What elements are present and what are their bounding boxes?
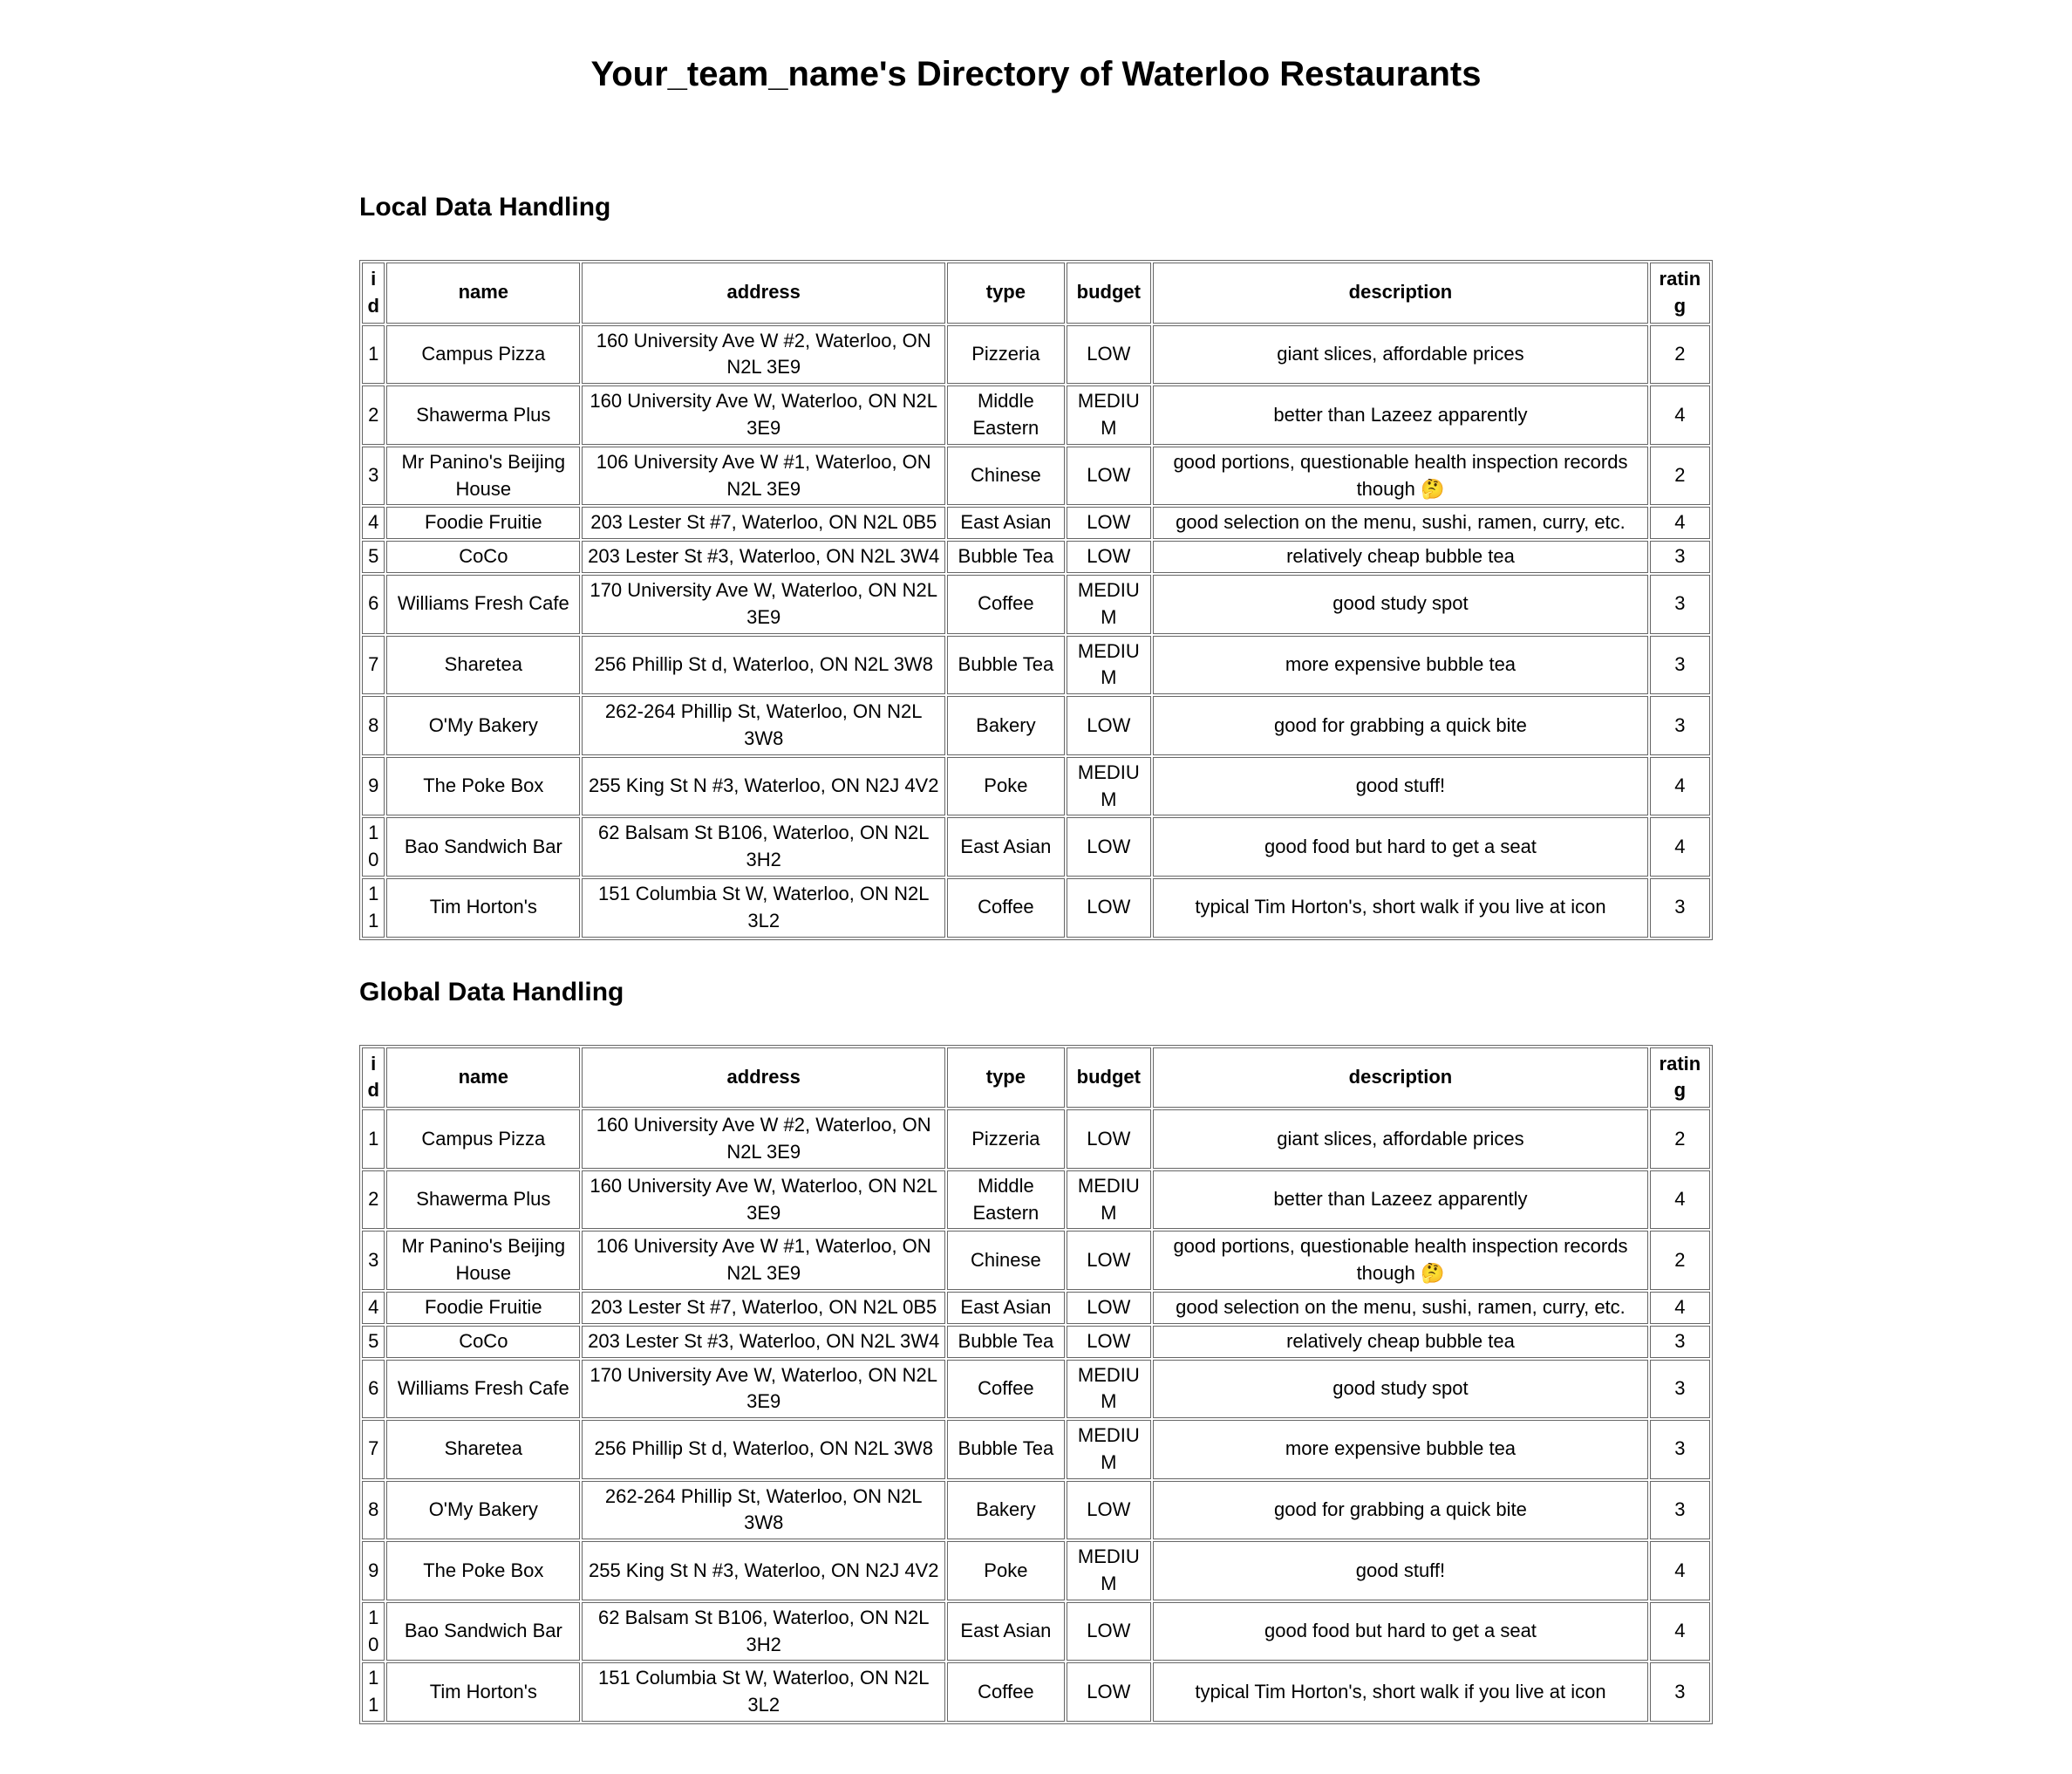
- table-head-local: [362, 263, 1710, 324]
- cell-type: Coffee: [947, 575, 1064, 634]
- column-header-id: id: [362, 1047, 385, 1109]
- cell-description: good stuff!: [1153, 1541, 1648, 1600]
- cell-rating: 3: [1650, 878, 1710, 938]
- cell-address: 160 University Ave W, Waterloo, ON N2L 3E9: [582, 1170, 945, 1230]
- cell-budget: MEDIUM: [1067, 757, 1152, 816]
- cell-type: East Asian: [947, 507, 1064, 539]
- cell-description: good stuff!: [1153, 757, 1648, 816]
- cell-type: Coffee: [947, 1360, 1064, 1419]
- cell-description: good for grabbing a quick bite: [1153, 1481, 1648, 1540]
- cell-name: Tim Horton's: [386, 878, 580, 938]
- cell-address: 256 Phillip St d, Waterloo, ON N2L 3W8: [582, 1420, 945, 1479]
- cell-id: 6: [362, 1360, 385, 1419]
- column-header-budget: budget: [1067, 1047, 1152, 1109]
- cell-id: 2: [362, 1170, 385, 1230]
- table-row-7: [362, 1420, 1710, 1479]
- table-row-10: [362, 817, 1710, 877]
- table-body-local: [362, 325, 1710, 938]
- cell-budget: LOW: [1067, 1481, 1152, 1540]
- cell-description: more expensive bubble tea: [1153, 1420, 1648, 1479]
- column-header-budget: budget: [1067, 263, 1152, 324]
- cell-type: Middle Eastern: [947, 386, 1064, 445]
- table-row-6: [362, 575, 1710, 634]
- cell-rating: 2: [1650, 1109, 1710, 1169]
- cell-budget: MEDIUM: [1067, 1170, 1152, 1230]
- cell-budget: LOW: [1067, 1109, 1152, 1169]
- cell-name: CoCo: [386, 1326, 580, 1358]
- cell-type: Poke: [947, 1541, 1064, 1600]
- cell-id: 10: [362, 817, 385, 877]
- restaurant-table-local: [359, 260, 1713, 940]
- cell-budget: LOW: [1067, 1602, 1152, 1661]
- table-row-7: [362, 636, 1710, 695]
- cell-budget: LOW: [1067, 696, 1152, 755]
- cell-id: 3: [362, 1231, 385, 1290]
- cell-name: Mr Panino's Beijing House: [386, 1231, 580, 1290]
- cell-id: 11: [362, 1662, 385, 1722]
- cell-name: Shawerma Plus: [386, 1170, 580, 1230]
- cell-budget: MEDIUM: [1067, 1420, 1152, 1479]
- cell-address: 256 Phillip St d, Waterloo, ON N2L 3W8: [582, 636, 945, 695]
- table-row-2: [362, 1170, 1710, 1230]
- cell-rating: 4: [1650, 1541, 1710, 1600]
- cell-description: typical Tim Horton's, short walk if you live at icon: [1153, 1662, 1648, 1722]
- cell-type: Bakery: [947, 1481, 1064, 1540]
- cell-id: 1: [362, 325, 385, 385]
- column-header-type: type: [947, 1047, 1064, 1109]
- cell-name: Williams Fresh Cafe: [386, 1360, 580, 1419]
- cell-name: O'My Bakery: [386, 696, 580, 755]
- table-row-3: [362, 447, 1710, 506]
- cell-description: relatively cheap bubble tea: [1153, 1326, 1648, 1358]
- cell-description: more expensive bubble tea: [1153, 636, 1648, 695]
- cell-type: Coffee: [947, 878, 1064, 938]
- cell-budget: LOW: [1067, 817, 1152, 877]
- cell-address: 170 University Ave W, Waterloo, ON N2L 3E9: [582, 575, 945, 634]
- cell-budget: LOW: [1067, 1326, 1152, 1358]
- cell-rating: 3: [1650, 1420, 1710, 1479]
- cell-id: 10: [362, 1602, 385, 1661]
- cell-type: Bubble Tea: [947, 1420, 1064, 1479]
- table-row-11: [362, 878, 1710, 938]
- cell-rating: 4: [1650, 1170, 1710, 1230]
- column-header-type: type: [947, 263, 1064, 324]
- table-row-8: [362, 1481, 1710, 1540]
- cell-description: better than Lazeez apparently: [1153, 386, 1648, 445]
- cell-type: Coffee: [947, 1662, 1064, 1722]
- table-row-6: [362, 1360, 1710, 1419]
- column-header-address: address: [582, 1047, 945, 1109]
- cell-type: East Asian: [947, 1602, 1064, 1661]
- cell-budget: LOW: [1067, 325, 1152, 385]
- cell-address: 203 Lester St #7, Waterloo, ON N2L 0B5: [582, 1292, 945, 1324]
- cell-type: East Asian: [947, 817, 1064, 877]
- cell-rating: 3: [1650, 696, 1710, 755]
- cell-type: Pizzeria: [947, 1109, 1064, 1169]
- cell-name: Williams Fresh Cafe: [386, 575, 580, 634]
- cell-id: 7: [362, 636, 385, 695]
- cell-rating: 4: [1650, 817, 1710, 877]
- cell-address: 151 Columbia St W, Waterloo, ON N2L 3L2: [582, 878, 945, 938]
- cell-budget: LOW: [1067, 1231, 1152, 1290]
- cell-rating: 3: [1650, 541, 1710, 573]
- table-row-1: [362, 1109, 1710, 1169]
- cell-address: 151 Columbia St W, Waterloo, ON N2L 3L2: [582, 1662, 945, 1722]
- cell-id: 9: [362, 757, 385, 816]
- cell-type: Bubble Tea: [947, 636, 1064, 695]
- cell-type: Poke: [947, 757, 1064, 816]
- cell-description: good portions, questionable health inspection records though 🤔: [1153, 1231, 1648, 1290]
- cell-id: 3: [362, 447, 385, 506]
- page-title: Your_team_name's Directory of Waterloo Restaurants: [590, 55, 1482, 93]
- cell-address: 62 Balsam St B106, Waterloo, ON N2L 3H2: [582, 817, 945, 877]
- cell-rating: 4: [1650, 757, 1710, 816]
- page: [359, 54, 1713, 1724]
- cell-description: good portions, questionable health inspection records though 🤔: [1153, 447, 1648, 506]
- cell-rating: 4: [1650, 1292, 1710, 1324]
- column-header-description: description: [1153, 1047, 1648, 1109]
- cell-address: 160 University Ave W #2, Waterloo, ON N2L 3E9: [582, 1109, 945, 1169]
- cell-rating: 4: [1650, 386, 1710, 445]
- column-header-name: name: [386, 263, 580, 324]
- cell-id: 1: [362, 1109, 385, 1169]
- cell-description: good study spot: [1153, 575, 1648, 634]
- column-header-rating: rating: [1650, 263, 1710, 324]
- cell-id: 5: [362, 541, 385, 573]
- cell-name: Foodie Fruitie: [386, 1292, 580, 1324]
- cell-name: Foodie Fruitie: [386, 507, 580, 539]
- cell-rating: 3: [1650, 1326, 1710, 1358]
- cell-address: 203 Lester St #3, Waterloo, ON N2L 3W4: [582, 1326, 945, 1358]
- cell-type: Chinese: [947, 447, 1064, 506]
- cell-budget: LOW: [1067, 1292, 1152, 1324]
- cell-rating: 4: [1650, 507, 1710, 539]
- table-row-2: [362, 386, 1710, 445]
- cell-address: 262-264 Phillip St, Waterloo, ON N2L 3W8: [582, 696, 945, 755]
- cell-budget: MEDIUM: [1067, 386, 1152, 445]
- cell-description: good selection on the menu, sushi, ramen, curry, etc.: [1153, 507, 1648, 539]
- cell-name: The Poke Box: [386, 757, 580, 816]
- cell-name: The Poke Box: [386, 1541, 580, 1600]
- cell-address: 160 University Ave W, Waterloo, ON N2L 3E9: [582, 386, 945, 445]
- cell-address: 62 Balsam St B106, Waterloo, ON N2L 3H2: [582, 1602, 945, 1661]
- cell-address: 160 University Ave W #2, Waterloo, ON N2L 3E9: [582, 325, 945, 385]
- cell-address: 203 Lester St #3, Waterloo, ON N2L 3W4: [582, 541, 945, 573]
- table-row-11: [362, 1662, 1710, 1722]
- cell-id: 7: [362, 1420, 385, 1479]
- cell-rating: 4: [1650, 1602, 1710, 1661]
- cell-id: 2: [362, 386, 385, 445]
- cell-rating: 3: [1650, 1481, 1710, 1540]
- cell-rating: 2: [1650, 1231, 1710, 1290]
- table-row-9: [362, 757, 1710, 816]
- cell-address: 106 University Ave W #1, Waterloo, ON N2L 3E9: [582, 1231, 945, 1290]
- table-row-3: [362, 1231, 1710, 1290]
- column-header-address: address: [582, 263, 945, 324]
- cell-address: 255 King St N #3, Waterloo, ON N2J 4V2: [582, 757, 945, 816]
- table-body-global: [362, 1109, 1710, 1722]
- cell-budget: MEDIUM: [1067, 1360, 1152, 1419]
- cell-address: 262-264 Phillip St, Waterloo, ON N2L 3W8: [582, 1481, 945, 1540]
- table-row-10: [362, 1602, 1710, 1661]
- table-head-global: [362, 1047, 1710, 1109]
- cell-name: Bao Sandwich Bar: [386, 817, 580, 877]
- table-row-8: [362, 696, 1710, 755]
- cell-id: 8: [362, 1481, 385, 1540]
- cell-budget: MEDIUM: [1067, 1541, 1152, 1600]
- cell-name: O'My Bakery: [386, 1481, 580, 1540]
- column-header-id: id: [362, 263, 385, 324]
- cell-description: good study spot: [1153, 1360, 1648, 1419]
- cell-rating: 2: [1650, 447, 1710, 506]
- cell-budget: LOW: [1067, 541, 1152, 573]
- cell-id: 6: [362, 575, 385, 634]
- cell-description: relatively cheap bubble tea: [1153, 541, 1648, 573]
- column-header-rating: rating: [1650, 1047, 1710, 1109]
- cell-budget: MEDIUM: [1067, 575, 1152, 634]
- cell-budget: LOW: [1067, 507, 1152, 539]
- cell-description: giant slices, affordable prices: [1153, 1109, 1648, 1169]
- cell-budget: LOW: [1067, 1662, 1152, 1722]
- restaurant-table-global: [359, 1045, 1713, 1725]
- cell-address: 203 Lester St #7, Waterloo, ON N2L 0B5: [582, 507, 945, 539]
- cell-name: Shawerma Plus: [386, 386, 580, 445]
- cell-address: 170 University Ave W, Waterloo, ON N2L 3E9: [582, 1360, 945, 1419]
- cell-description: good food but hard to get a seat: [1153, 817, 1648, 877]
- section-local: [359, 192, 1713, 940]
- section-heading-local: Local Data Handling: [359, 193, 611, 222]
- cell-description: better than Lazeez apparently: [1153, 1170, 1648, 1230]
- cell-type: Middle Eastern: [947, 1170, 1064, 1230]
- cell-id: 4: [362, 507, 385, 539]
- section-heading-global: Global Data Handling: [359, 977, 624, 1006]
- cell-name: Mr Panino's Beijing House: [386, 447, 580, 506]
- cell-type: Chinese: [947, 1231, 1064, 1290]
- cell-name: Sharetea: [386, 636, 580, 695]
- column-header-name: name: [386, 1047, 580, 1109]
- table-row-1: [362, 325, 1710, 385]
- cell-type: East Asian: [947, 1292, 1064, 1324]
- cell-description: good food but hard to get a seat: [1153, 1602, 1648, 1661]
- cell-name: Bao Sandwich Bar: [386, 1602, 580, 1661]
- cell-description: giant slices, affordable prices: [1153, 325, 1648, 385]
- cell-rating: 3: [1650, 636, 1710, 695]
- cell-address: 106 University Ave W #1, Waterloo, ON N2L 3E9: [582, 447, 945, 506]
- cell-name: Campus Pizza: [386, 1109, 580, 1169]
- cell-id: 8: [362, 696, 385, 755]
- cell-id: 9: [362, 1541, 385, 1600]
- cell-name: Sharetea: [386, 1420, 580, 1479]
- column-header-description: description: [1153, 263, 1648, 324]
- table-row-5: [362, 1326, 1710, 1358]
- header-row: [362, 263, 1710, 324]
- cell-name: CoCo: [386, 541, 580, 573]
- table-row-4: [362, 1292, 1710, 1324]
- cell-rating: 3: [1650, 575, 1710, 634]
- header-row: [362, 1047, 1710, 1109]
- cell-name: Campus Pizza: [386, 325, 580, 385]
- cell-rating: 3: [1650, 1662, 1710, 1722]
- cell-budget: LOW: [1067, 878, 1152, 938]
- cell-description: good for grabbing a quick bite: [1153, 696, 1648, 755]
- cell-description: good selection on the menu, sushi, ramen, curry, etc.: [1153, 1292, 1648, 1324]
- cell-budget: LOW: [1067, 447, 1152, 506]
- cell-name: Tim Horton's: [386, 1662, 580, 1722]
- cell-address: 255 King St N #3, Waterloo, ON N2J 4V2: [582, 1541, 945, 1600]
- cell-id: 11: [362, 878, 385, 938]
- cell-rating: 3: [1650, 1360, 1710, 1419]
- cell-type: Bakery: [947, 696, 1064, 755]
- table-row-4: [362, 507, 1710, 539]
- section-global: [359, 977, 1713, 1725]
- cell-id: 4: [362, 1292, 385, 1324]
- cell-type: Bubble Tea: [947, 1326, 1064, 1358]
- cell-id: 5: [362, 1326, 385, 1358]
- cell-description: typical Tim Horton's, short walk if you live at icon: [1153, 878, 1648, 938]
- table-row-5: [362, 541, 1710, 573]
- cell-rating: 2: [1650, 325, 1710, 385]
- table-row-9: [362, 1541, 1710, 1600]
- cell-type: Bubble Tea: [947, 541, 1064, 573]
- cell-type: Pizzeria: [947, 325, 1064, 385]
- cell-budget: MEDIUM: [1067, 636, 1152, 695]
